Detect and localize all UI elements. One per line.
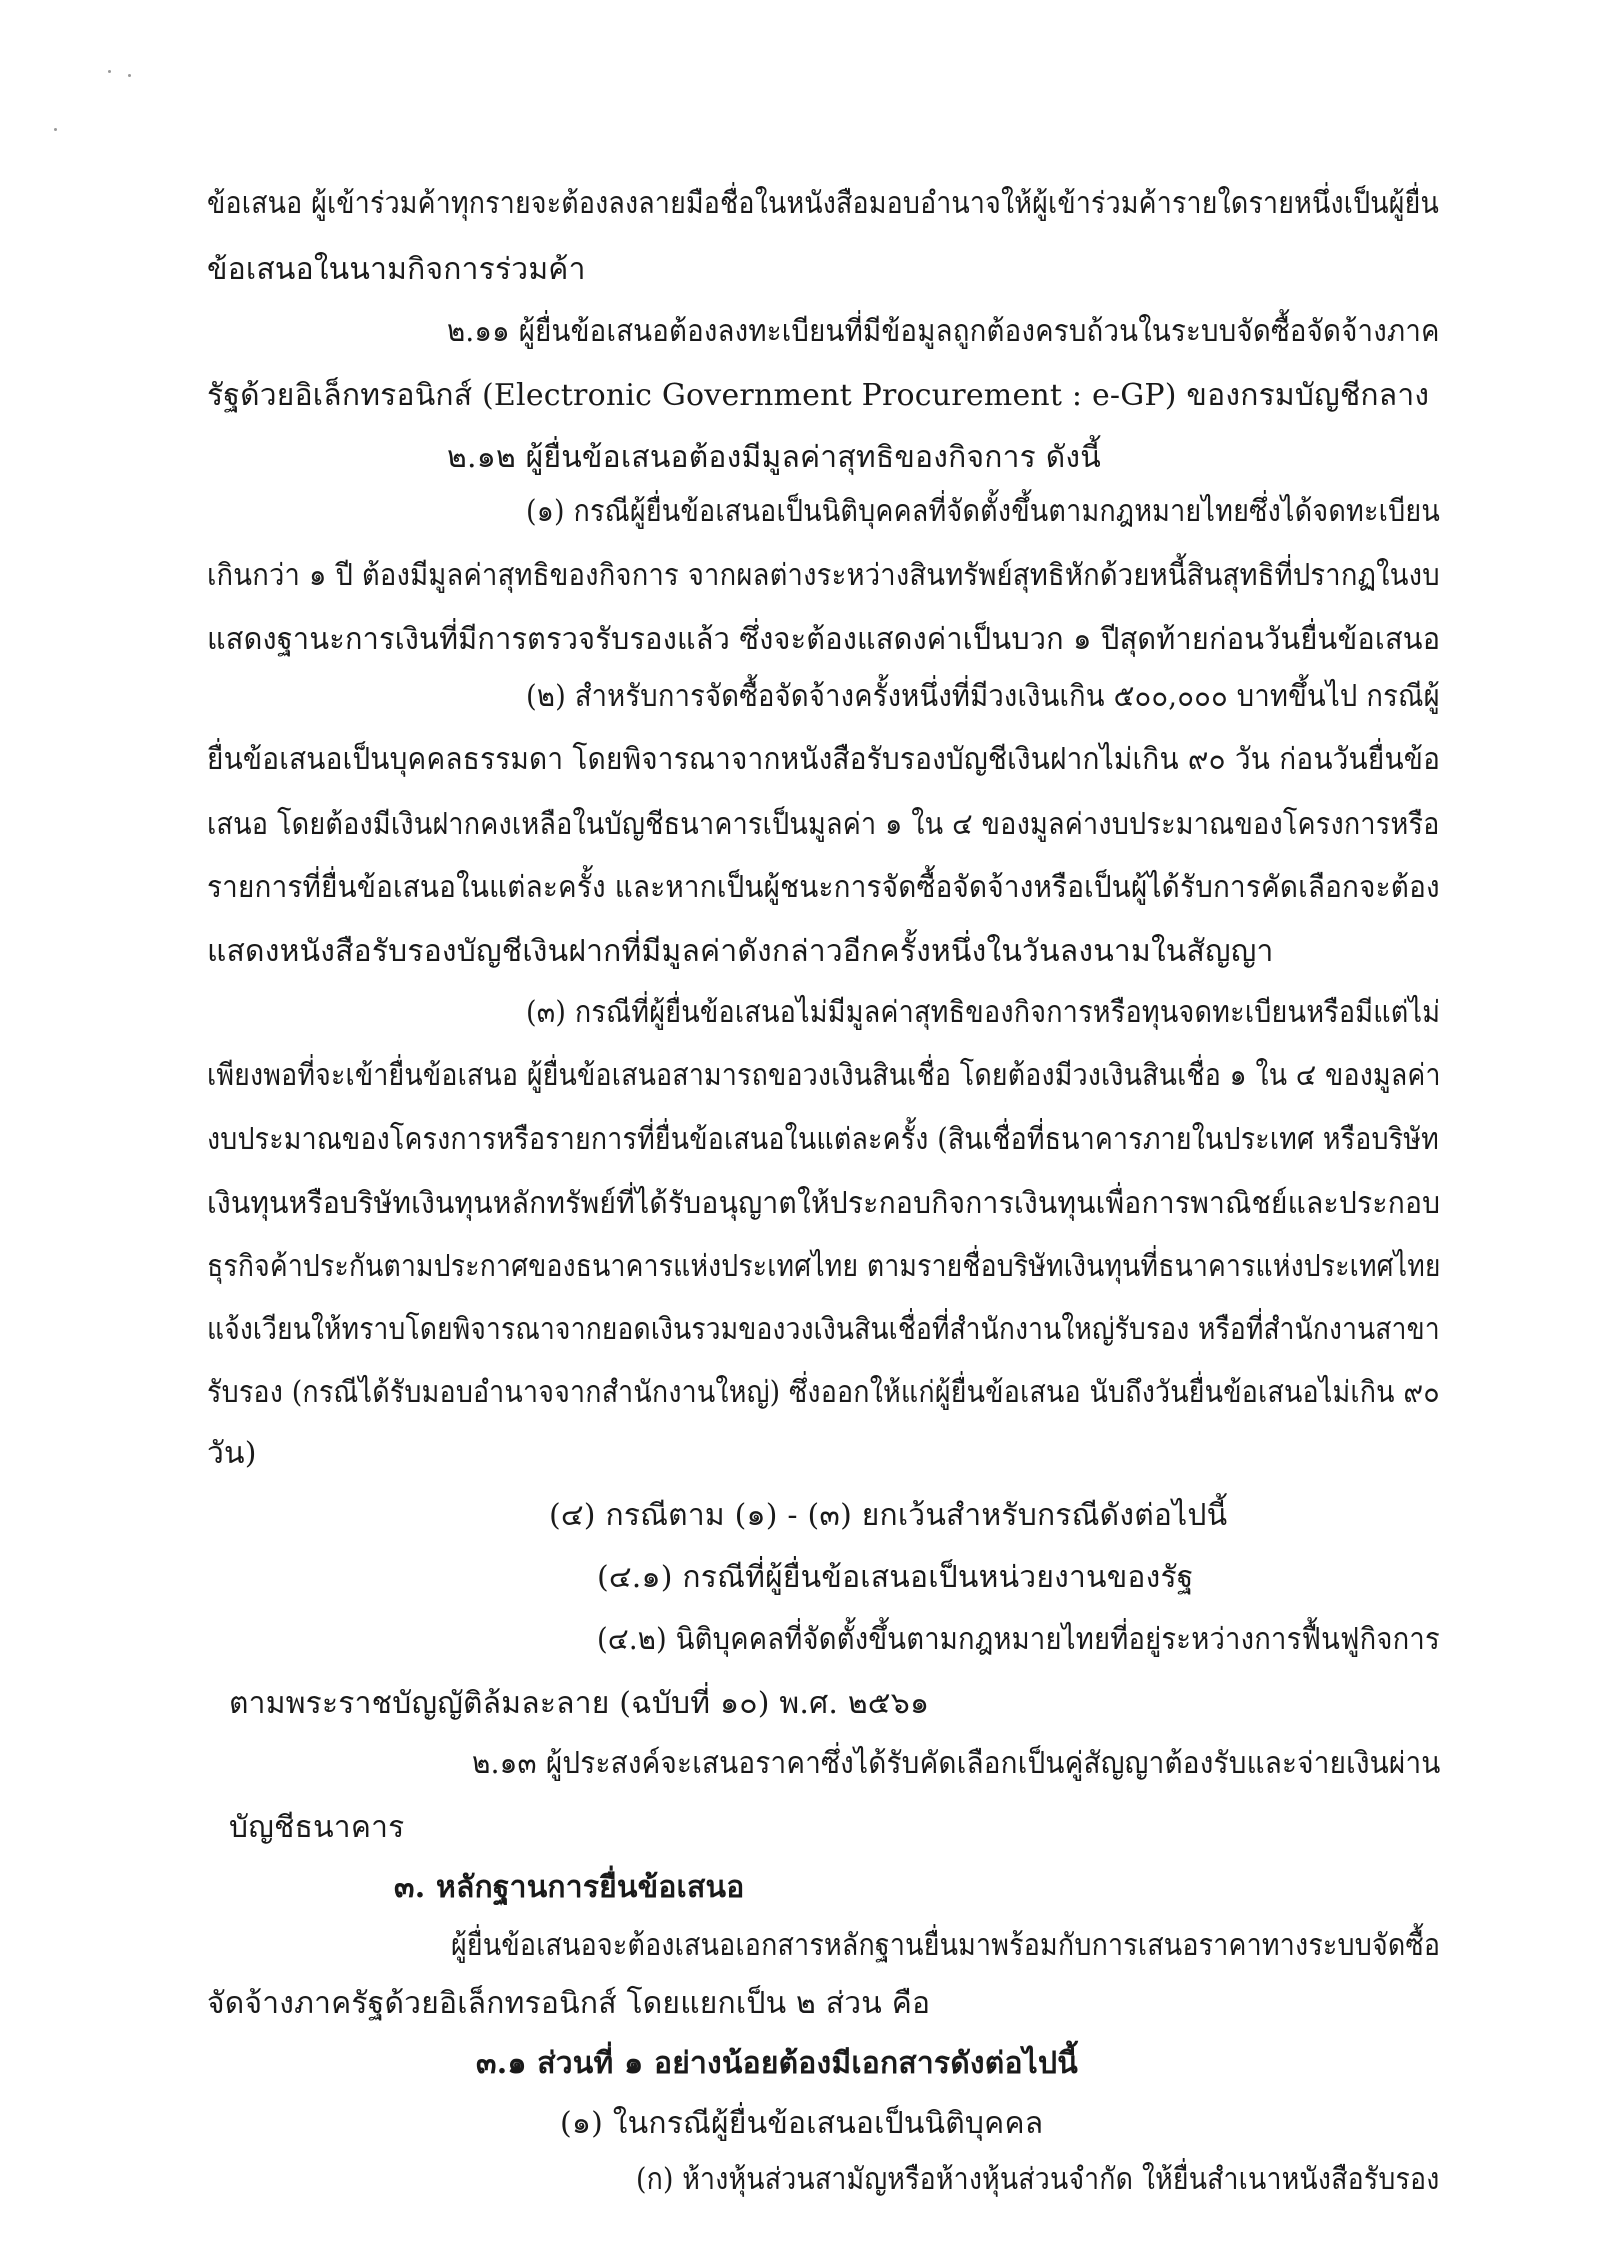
paragraph-line: ผู้ยื่นข้อเสนอจะต้องเสนอเอกสารหลักฐานยื่นมาพร้อมกับการเสนอราคาทางระบบจัดซื้อ <box>451 1928 1441 1963</box>
paragraph-line: ตามพระราชบัญญัติล้มละลาย (ฉบับที่ ๑๐) พ.ศ. ๒๕๖๑ <box>229 1686 930 1721</box>
subclause-line: (๓) กรณีที่ผู้ยื่นข้อเสนอไม่มีมูลค่าสุทธิของกิจการหรือทุนจดทะเบียนหรือมีแต่ไม่ <box>526 995 1441 1030</box>
paragraph-line: วัน) <box>207 1436 257 1471</box>
subclause-line: (๔) กรณีตาม (๑) - (๓) ยกเว้นสำหรับกรณีดังต่อไปนี้ <box>549 1498 1228 1533</box>
scan-speck <box>108 70 111 73</box>
paragraph-line: ข้อเสนอในนามกิจการร่วมค้า <box>207 252 586 287</box>
subclause-line: (๔.๑) กรณีที่ผู้ยื่นข้อเสนอเป็นหน่วยงานของรัฐ <box>597 1560 1194 1595</box>
clause-heading: ๒.๑๒ ผู้ยื่นข้อเสนอต้องมีมูลค่าสุทธิของกิจการ ดังนี้ <box>447 440 1101 475</box>
paragraph-line: งบประมาณของโครงการหรือรายการที่ยื่นข้อเสนอในแต่ละครั้ง (สินเชื่อที่ธนาคารภายในประเทศ หรือบริษัท <box>207 1122 1439 1157</box>
paragraph-line: บัญชีธนาคาร <box>229 1810 405 1845</box>
paragraph-line: แสดงหนังสือรับรองบัญชีเงินฝากที่มีมูลค่าดังกล่าวอีกครั้งหนึ่งในวันลงนามในสัญญา <box>207 934 1274 969</box>
subclause-line: (๔.๒) นิติบุคคลที่จัดตั้งขึ้นตามกฎหมายไทยที่อยู่ระหว่างการฟื้นฟูกิจการ <box>597 1622 1440 1657</box>
paragraph-line: รายการที่ยื่นข้อเสนอในแต่ละครั้ง และหากเป็นผู้ชนะการจัดซื้อจัดจ้างหรือเป็นผู้ได้รับการคัดเลือกจะต้อง <box>207 870 1440 905</box>
subsection-heading: ๓.๑ ส่วนที่ ๑ อย่างน้อยต้องมีเอกสารดังต่อไปนี้ <box>476 2046 1078 2081</box>
paragraph-line: เงินทุนหรือบริษัทเงินทุนหลักทรัพย์ที่ได้รับอนุญาตให้ประกอบกิจการเงินทุนเพื่อการพาณิชย์และประกอบ <box>207 1186 1441 1221</box>
subclause-line: (๑) ในกรณีผู้ยื่นข้อเสนอเป็นนิติบุคคล <box>560 2106 1044 2141</box>
section-heading: ๓. หลักฐานการยื่นข้อเสนอ <box>394 1870 745 1905</box>
paragraph-line: รับรอง (กรณีได้รับมอบอำนาจจากสำนักงานใหญ่) ซึ่งออกให้แก่ผู้ยื่นข้อเสนอ นับถึงวันยื่นข้อเสนอไม่เกิน ๙๐ <box>207 1375 1440 1410</box>
paragraph-line: เพียงพอที่จะเข้ายื่นข้อเสนอ ผู้ยื่นข้อเสนอสามารถขอวงเงินสินเชื่อ โดยต้องมีวงเงินสินเชื่อ ๑ ใน ๔ ของมูลค่า <box>207 1058 1441 1093</box>
paragraph-line: ธุรกิจค้าประกันตามประกาศของธนาคารแห่งประเทศไทย ตามรายชื่อบริษัทเงินทุนที่ธนาคารแห่งประเทศไทย <box>207 1249 1441 1284</box>
clause-heading: ๒.๑๓ ผู้ประสงค์จะเสนอราคาซึ่งได้รับคัดเลือกเป็นคู่สัญญาต้องรับและจ่ายเงินผ่าน <box>472 1746 1441 1781</box>
paragraph-line: แสดงฐานะการเงินที่มีการตรวจรับรองแล้ว ซึ่งจะต้องแสดงค่าเป็นบวก ๑ ปีสุดท้ายก่อนวันยื่นข้อเสนอ <box>207 622 1441 657</box>
scan-speck <box>54 128 57 131</box>
scan-speck <box>128 74 131 77</box>
paragraph-line: เกินกว่า ๑ ปี ต้องมีมูลค่าสุทธิของกิจการ จากผลต่างระหว่างสินทรัพย์สุทธิหักด้วยหนี้สินสุทธิที่ปรากฏในงบ <box>207 558 1440 593</box>
clause-heading: ๒.๑๑ ผู้ยื่นข้อเสนอต้องลงทะเบียนที่มีข้อมูลถูกต้องครบถ้วนในระบบจัดซื้อจัดจ้างภาค <box>447 314 1440 349</box>
paragraph-line: เสนอ โดยต้องมีเงินฝากคงเหลือในบัญชีธนาคารเป็นมูลค่า ๑ ใน ๔ ของมูลค่างบประมาณของโครงการหรือ <box>207 807 1440 842</box>
paragraph-line: ข้อเสนอ ผู้เข้าร่วมค้าทุกรายจะต้องลงลายมือชื่อในหนังสือมอบอำนาจให้ผู้เข้าร่วมค้ารายใดรายหนึ่งเป็นผู้ยื่น <box>207 186 1440 221</box>
paragraph-line: จัดจ้างภาครัฐด้วยอิเล็กทรอนิกส์ โดยแยกเป็น ๒ ส่วน คือ <box>207 1986 931 2021</box>
subclause-line: (ก) ห้างหุ้นส่วนสามัญหรือห้างหุ้นส่วนจำกัด ให้ยื่นสำเนาหนังสือรับรอง <box>636 2162 1440 2197</box>
paragraph-line: แจ้งเวียนให้ทราบโดยพิจารณาจากยอดเงินรวมของวงเงินสินเชื่อที่สำนักงานใหญ่รับรอง หรือที่สำนักงานสาขา <box>207 1312 1440 1347</box>
paragraph-line: รัฐด้วยอิเล็กทรอนิกส์ (Electronic Government Procurement : e-GP) ของกรมบัญชีกลาง <box>207 378 1430 413</box>
subclause-line: (๑) กรณีผู้ยื่นข้อเสนอเป็นนิติบุคคลที่จัดตั้งขึ้นตามกฎหมายไทยซึ่งได้จดทะเบียน <box>526 494 1440 529</box>
subclause-line: (๒) สำหรับการจัดซื้อจัดจ้างครั้งหนึ่งที่มีวงเงินเกิน ๕๐๐,๐๐๐ บาทขึ้นไป กรณีผู้ <box>526 679 1440 714</box>
paragraph-line: ยื่นข้อเสนอเป็นบุคคลธรรมดา โดยพิจารณาจากหนังสือรับรองบัญชีเงินฝากไม่เกิน ๙๐ วัน ก่อนวันยื่นข้อ <box>207 742 1441 777</box>
